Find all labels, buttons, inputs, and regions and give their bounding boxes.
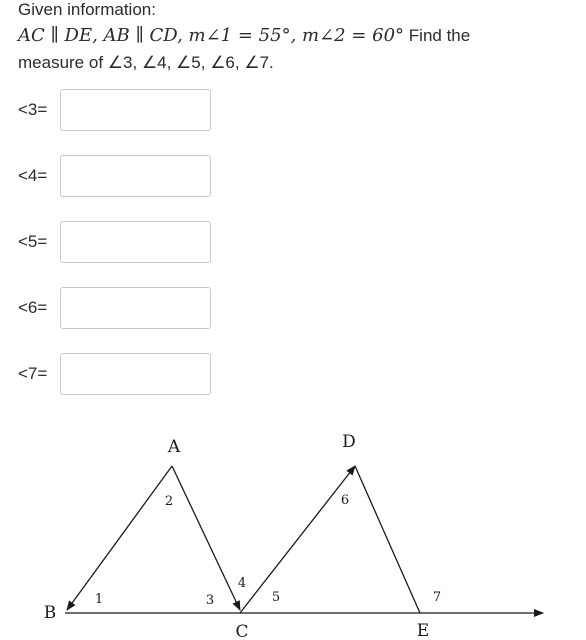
angle-label-7: 7 <box>432 590 442 605</box>
angle-label-6: 6 <box>340 493 350 508</box>
given-math: AC ∥ DE, AB ∥ CD, m∠1 = 55°, m∠2 = 60° <box>18 25 405 46</box>
angle-label-3: 3 <box>205 593 215 608</box>
question-intro: Given information: <box>18 0 156 19</box>
segment-de <box>355 466 420 613</box>
answer-row-4 <box>18 155 211 197</box>
answer-label-3: <3= <box>18 100 48 119</box>
angle-label-4: 4 <box>237 576 247 591</box>
answer-input-7[interactable] <box>60 353 211 395</box>
point-label-a: A <box>167 437 181 457</box>
point-label-c: C <box>235 622 249 640</box>
angle-label-5: 5 <box>271 590 281 605</box>
answer-input-4[interactable] <box>60 155 211 197</box>
answer-row-3 <box>18 89 211 131</box>
answer-label-5: <5= <box>18 232 48 251</box>
point-label-e: E <box>416 621 430 640</box>
answer-label-7: <7= <box>18 364 48 383</box>
answer-row-6 <box>18 287 211 329</box>
answer-input-6[interactable] <box>60 287 211 329</box>
segment-ac <box>172 466 240 610</box>
point-label-d: D <box>342 432 356 452</box>
angle-label-2: 2 <box>164 494 174 509</box>
answer-label-6: <6= <box>18 298 48 317</box>
segment-ab <box>67 466 172 610</box>
question-find-angles: measure of ∠3, ∠4, ∠5, ∠6, ∠7. <box>18 53 274 72</box>
find-text: Find the <box>408 26 471 45</box>
answer-input-3[interactable] <box>60 89 211 131</box>
answer-row-7 <box>18 353 211 395</box>
answer-input-5[interactable] <box>60 221 211 263</box>
answer-row-5 <box>18 221 211 263</box>
point-label-b: B <box>43 603 57 623</box>
angle-label-1: 1 <box>94 592 104 607</box>
geometry-diagram <box>0 420 586 640</box>
segment-cd <box>237 466 355 613</box>
question-given <box>18 25 470 47</box>
answer-label-4: <4= <box>18 166 48 185</box>
